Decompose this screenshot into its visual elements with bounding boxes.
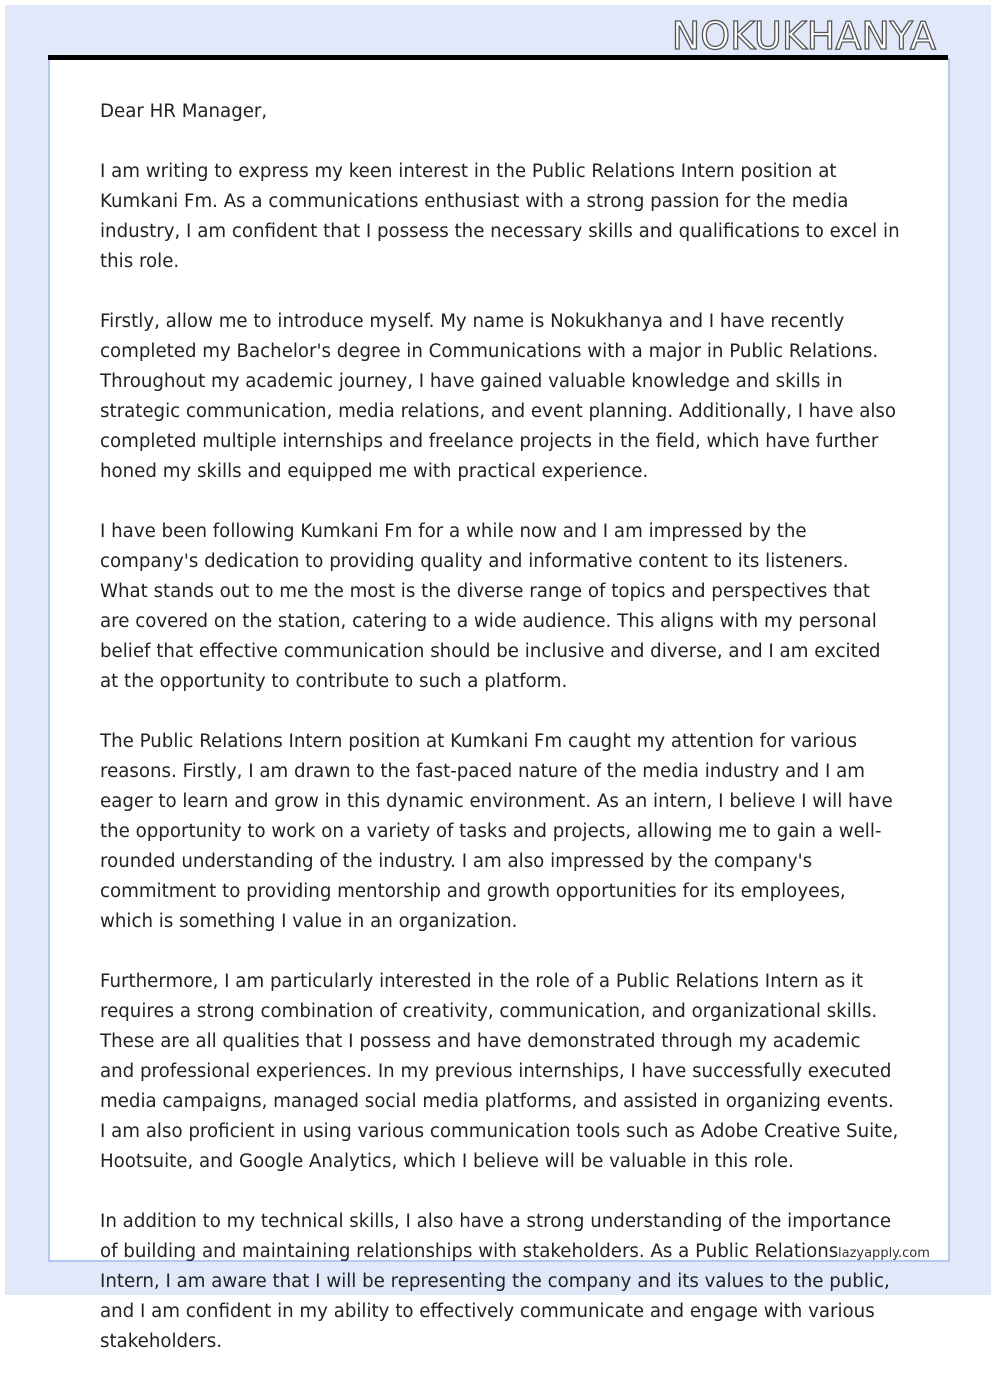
letter-body (100, 97, 900, 1387)
greeting: Dear HR Manager, (100, 101, 268, 122)
paragraph: I am writing to express my keen interest in the Public Relations Intern position at Kumkani Fm. As a communications enthusiast with a strong passion for the media industry, I am confident that I possess the necessary skills and qualifications to excel in this role. (100, 161, 900, 272)
applicant-name: NOKUKHANYA (671, 14, 936, 58)
paragraph: I have been following Kumkani Fm for a while now and I am impressed by the company's dedication to providing quality and informative content to its listeners. What stands out to me the most is the diverse range of topics and perspectives that are covered on the station, catering to a wide audience. This aligns with my personal belief that effective communication should be inclusive and diverse, and I am excited at the opportunity to contribute to such a platform. (100, 521, 881, 692)
paragraph: Firstly, allow me to introduce myself. My name is Nokukhanya and I have recently completed my Bachelor's degree in Communications with a major in Public Relations. Throughout my academic journey, I have gained valuable knowledge and skills in strategic communication, media relations, and event planning. Additionally, I have also completed multiple internships and freelance projects in the field, which have further honed my skills and equipped me with practical experience. (100, 311, 897, 482)
paragraph: In addition to my technical skills, I also have a strong understanding of the importance of building and maintaining relationships with stakeholders. As a Public Relations Intern, I am aware that I will be representing the company and its values to the public, and I am confident in my ability to effectively communicate and engage with various stakeholders. (100, 1211, 892, 1352)
paragraph: Furthermore, I am particularly interested in the role of a Public Relations Intern as it requires a strong combination of creativity, communication, and organizational skills. These are all qualities that I possess and have demonstrated through my academic and professional experiences. In my previous internships, I have successfully executed media campaigns, managed social media platforms, and assisted in organizing events. I am also proficient in using various communication tools such as Adobe Creative Suite, Hootsuite, and Google Analytics, which I believe will be valuable in this role. (100, 971, 899, 1172)
watermark: lazyapply.com (838, 1246, 930, 1261)
paragraph: The Public Relations Intern position at Kumkani Fm caught my attention for various reasons. Firstly, I am drawn to the fast-paced nature of the media industry and I am eager to learn and grow in this dynamic environment. As an intern, I believe I will have the opportunity to work on a variety of tasks and projects, allowing me to gain a well-rounded understanding of the industry. I am also impressed by the company's commitment to providing mentorship and growth opportunities for its employees, which is something I value in an organization. (100, 731, 893, 932)
